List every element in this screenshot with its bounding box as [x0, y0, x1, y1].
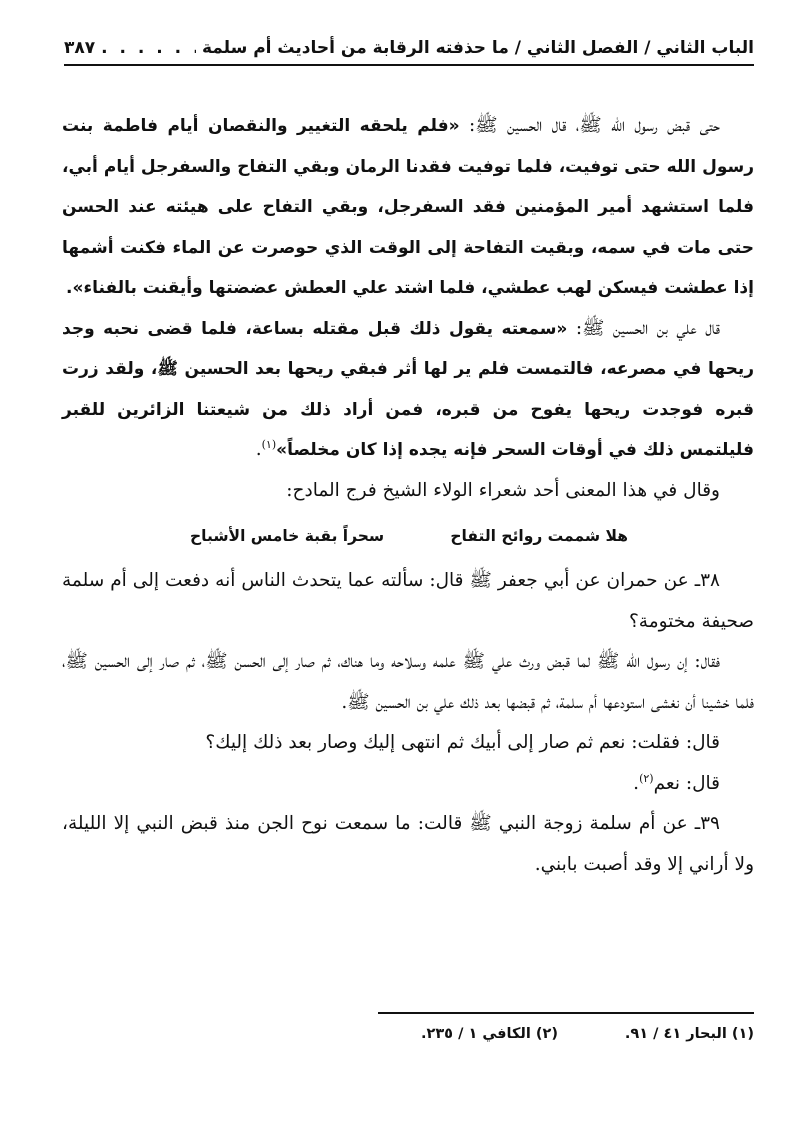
- verse-first-hemistich: هلا شممت روائح التفاح: [450, 527, 628, 545]
- paragraph-1-intro: حتى قبض رسول الله ﷺ، قال الحسين ﷺ:: [459, 115, 721, 136]
- footnote-ref-1: (١): [261, 437, 277, 451]
- paragraph-2-quote: «سمعته يقول ذلك قبل مقتله بساعة، فلما قضى نحبه وجد ريحها في مصرعه، فالتمست فلم ير لها أثر فبقي ريحها بعد الحسين ﷺ، ولقد زرت قبره فوجدت ريحها يفوح من قبره، فمن أراد ذلك من شيعتنا الزائرين للقبر فليلتمس ذلك في أوقات السحر فإنه يجده إذا كان مخلصاً»: [62, 318, 754, 460]
- header-dot-leader: [101, 38, 196, 58]
- paragraph-5: فقال: إن رسول الله ﷺ لما قبض ورث علي ﷺ علمه وسلاحه وما هناك، ثم صار إلى الحسن ﷺ، ثم صار إلى الحسين ﷺ، فلما خشينا أن نغشى استودعها أم سلمة، ثم قبضها بعد ذلك علي بن الحسين ﷺ.: [62, 651, 754, 713]
- paragraph-2-intro: قال علي بن الحسين ﷺ:: [567, 317, 720, 339]
- paragraph-1: [62, 106, 754, 309]
- footnotes: [270, 1026, 754, 1042]
- paragraph-2-end: .: [255, 439, 262, 460]
- paragraph-7: [62, 764, 754, 805]
- paragraph-7-text: قال: نعم: [653, 772, 720, 794]
- paragraph-2: [62, 309, 754, 471]
- footnote-1: (١) البحار ٤١ / ٩١.: [624, 1026, 754, 1042]
- poem-verse: [62, 511, 754, 561]
- page-number: ٣٨٧: [64, 38, 96, 58]
- footnote-2: (٢) الكافي ١ / ٢٣٥.: [420, 1026, 558, 1042]
- header-rule: [64, 64, 754, 66]
- footnote-rule: [378, 1012, 754, 1014]
- running-header: [64, 34, 754, 62]
- paragraph-1-quote: «فلم يلحقه التغيير والنقصان أيام فاطمة بنت رسول الله حتى توفيت، فلما توفيت فقدنا الرمان وبقي التفاح والسفرجل أيام أبي، فلما استشهد أمير المؤمنين فقد السفرجل، وبقي التفاح على هيئته عند الحسن حتى مات في سمه، وبقيت التفاحة إلى الوقت الذي حوصرت عن الماء فكنت أشمها إذا عطشت فيسكن لهب عطشي، فلما اشتد علي العطش عضضتها وأيقنت بالفناء».: [62, 116, 754, 298]
- header-title: الباب الثاني / الفصل الثاني / ما حذفته الرقابة من أحاديث أم سلمة: [201, 38, 754, 58]
- paragraph-4: ٣٨ـ عن حمران عن أبي جعفر ﷺ قال: سألته عما يتحدث الناس أنه دفعت إلى أم سلمة صحيفة مختومة؟: [62, 570, 754, 632]
- verse-second-hemistich: سحراً بقبة خامس الأشباح: [190, 527, 385, 545]
- paragraph-3: وقال في هذا المعنى أحد شعراء الولاء الشيخ فرج المادح:: [286, 479, 720, 501]
- main-text: [62, 106, 754, 885]
- paragraph-7-end: .: [633, 772, 640, 794]
- footnote-ref-2: (٢): [639, 771, 654, 785]
- paragraph-8: ٣٩ـ عن أم سلمة زوجة النبي ﷺ قالت: ما سمعت نوح الجن منذ قبض النبي إلا الليلة، ولا أراني إلا وقد أصبت بابني.: [62, 813, 754, 875]
- paragraph-6: قال: فقلت: نعم ثم صار إلى أبيك ثم انتهى إليك وصار بعد ذلك إليك؟: [205, 732, 720, 753]
